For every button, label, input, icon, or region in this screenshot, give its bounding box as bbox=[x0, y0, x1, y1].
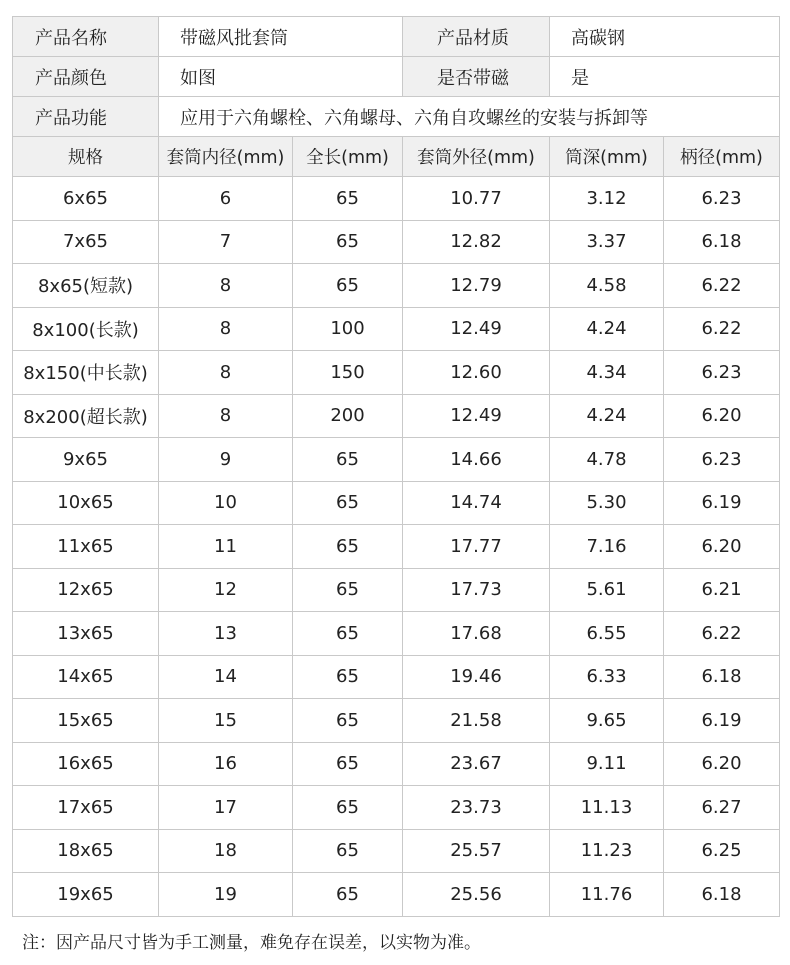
cell-outer-diameter: 12.60 bbox=[403, 351, 550, 395]
table-row bbox=[13, 699, 780, 743]
cell-socket-depth: 11.13 bbox=[550, 786, 664, 830]
table-row bbox=[13, 829, 780, 873]
cell-socket-depth: 4.34 bbox=[550, 351, 664, 395]
cell-inner-diameter: 14 bbox=[159, 655, 293, 699]
cell-socket-depth: 4.58 bbox=[550, 264, 664, 308]
cell-spec: 7x65 bbox=[13, 220, 159, 264]
table-row bbox=[13, 177, 780, 221]
cell-inner-diameter: 8 bbox=[159, 351, 293, 395]
cell-shank-diameter: 6.18 bbox=[664, 655, 780, 699]
cell-inner-diameter: 7 bbox=[159, 220, 293, 264]
cell-socket-depth: 3.12 bbox=[550, 177, 664, 221]
cell-outer-diameter: 14.66 bbox=[403, 438, 550, 482]
cell-spec: 8x150(中长款) bbox=[13, 351, 159, 395]
table-row bbox=[13, 307, 780, 351]
cell-shank-diameter: 6.20 bbox=[664, 742, 780, 786]
cell-total-length: 65 bbox=[293, 220, 403, 264]
magnetic-value: 是 bbox=[550, 57, 780, 97]
cell-total-length: 65 bbox=[293, 568, 403, 612]
cell-inner-diameter: 11 bbox=[159, 525, 293, 569]
magnetic-label: 是否带磁 bbox=[403, 57, 550, 97]
cell-socket-depth: 4.24 bbox=[550, 307, 664, 351]
table-row bbox=[13, 742, 780, 786]
cell-inner-diameter: 15 bbox=[159, 699, 293, 743]
cell-total-length: 65 bbox=[293, 525, 403, 569]
header-spec: 规格 bbox=[13, 137, 159, 177]
table-row bbox=[13, 655, 780, 699]
cell-spec: 14x65 bbox=[13, 655, 159, 699]
info-row-name bbox=[13, 17, 780, 57]
cell-shank-diameter: 6.18 bbox=[664, 220, 780, 264]
product-name-value: 带磁风批套筒 bbox=[159, 17, 403, 57]
cell-outer-diameter: 17.68 bbox=[403, 612, 550, 656]
cell-shank-diameter: 6.25 bbox=[664, 829, 780, 873]
cell-spec: 10x65 bbox=[13, 481, 159, 525]
product-color-value: 如图 bbox=[159, 57, 403, 97]
cell-total-length: 150 bbox=[293, 351, 403, 395]
cell-socket-depth: 11.76 bbox=[550, 873, 664, 917]
spec-table bbox=[12, 16, 780, 917]
table-row bbox=[13, 786, 780, 830]
cell-inner-diameter: 6 bbox=[159, 177, 293, 221]
cell-inner-diameter: 16 bbox=[159, 742, 293, 786]
cell-spec: 8x65(短款) bbox=[13, 264, 159, 308]
cell-socket-depth: 4.24 bbox=[550, 394, 664, 438]
cell-total-length: 65 bbox=[293, 873, 403, 917]
cell-spec: 8x100(长款) bbox=[13, 307, 159, 351]
cell-outer-diameter: 17.73 bbox=[403, 568, 550, 612]
cell-shank-diameter: 6.19 bbox=[664, 481, 780, 525]
cell-total-length: 65 bbox=[293, 786, 403, 830]
cell-shank-diameter: 6.18 bbox=[664, 873, 780, 917]
cell-inner-diameter: 10 bbox=[159, 481, 293, 525]
cell-spec: 6x65 bbox=[13, 177, 159, 221]
header-socket-depth: 筒深(mm) bbox=[550, 137, 664, 177]
cell-spec: 9x65 bbox=[13, 438, 159, 482]
cell-outer-diameter: 19.46 bbox=[403, 655, 550, 699]
header-outer-diameter: 套筒外径(mm) bbox=[403, 137, 550, 177]
table-row bbox=[13, 873, 780, 917]
cell-outer-diameter: 23.67 bbox=[403, 742, 550, 786]
cell-socket-depth: 9.11 bbox=[550, 742, 664, 786]
cell-outer-diameter: 12.49 bbox=[403, 394, 550, 438]
cell-socket-depth: 9.65 bbox=[550, 699, 664, 743]
cell-total-length: 100 bbox=[293, 307, 403, 351]
cell-shank-diameter: 6.22 bbox=[664, 307, 780, 351]
cell-shank-diameter: 6.20 bbox=[664, 394, 780, 438]
cell-total-length: 65 bbox=[293, 829, 403, 873]
cell-spec: 15x65 bbox=[13, 699, 159, 743]
cell-spec: 11x65 bbox=[13, 525, 159, 569]
cell-outer-diameter: 14.74 bbox=[403, 481, 550, 525]
cell-inner-diameter: 13 bbox=[159, 612, 293, 656]
cell-total-length: 65 bbox=[293, 699, 403, 743]
cell-total-length: 65 bbox=[293, 264, 403, 308]
cell-shank-diameter: 6.23 bbox=[664, 177, 780, 221]
cell-socket-depth: 3.37 bbox=[550, 220, 664, 264]
cell-socket-depth: 6.55 bbox=[550, 612, 664, 656]
table-row bbox=[13, 351, 780, 395]
info-row-color bbox=[13, 57, 780, 97]
table-row bbox=[13, 394, 780, 438]
table-row bbox=[13, 612, 780, 656]
cell-total-length: 65 bbox=[293, 612, 403, 656]
table-row bbox=[13, 481, 780, 525]
cell-inner-diameter: 19 bbox=[159, 873, 293, 917]
measurement-note: 注：因产品尺寸皆为手工测量，难免存在误差，以实物为准。 bbox=[22, 933, 481, 953]
header-inner-diameter: 套筒内径(mm) bbox=[159, 137, 293, 177]
cell-shank-diameter: 6.27 bbox=[664, 786, 780, 830]
cell-shank-diameter: 6.23 bbox=[664, 438, 780, 482]
cell-spec: 8x200(超长款) bbox=[13, 394, 159, 438]
cell-inner-diameter: 12 bbox=[159, 568, 293, 612]
cell-outer-diameter: 10.77 bbox=[403, 177, 550, 221]
table-row bbox=[13, 525, 780, 569]
cell-outer-diameter: 12.82 bbox=[403, 220, 550, 264]
product-material-value: 高碳钢 bbox=[550, 17, 780, 57]
cell-inner-diameter: 8 bbox=[159, 307, 293, 351]
product-spec-sheet bbox=[12, 16, 779, 917]
cell-total-length: 65 bbox=[293, 655, 403, 699]
cell-shank-diameter: 6.21 bbox=[664, 568, 780, 612]
cell-spec: 13x65 bbox=[13, 612, 159, 656]
cell-spec: 19x65 bbox=[13, 873, 159, 917]
cell-outer-diameter: 25.57 bbox=[403, 829, 550, 873]
table-row bbox=[13, 264, 780, 308]
cell-shank-diameter: 6.23 bbox=[664, 351, 780, 395]
cell-socket-depth: 5.30 bbox=[550, 481, 664, 525]
cell-inner-diameter: 8 bbox=[159, 394, 293, 438]
cell-spec: 18x65 bbox=[13, 829, 159, 873]
product-material-label: 产品材质 bbox=[403, 17, 550, 57]
cell-outer-diameter: 23.73 bbox=[403, 786, 550, 830]
cell-socket-depth: 6.33 bbox=[550, 655, 664, 699]
table-row bbox=[13, 220, 780, 264]
cell-inner-diameter: 17 bbox=[159, 786, 293, 830]
cell-inner-diameter: 8 bbox=[159, 264, 293, 308]
cell-socket-depth: 4.78 bbox=[550, 438, 664, 482]
info-row-function bbox=[13, 97, 780, 137]
header-shank-diameter: 柄径(mm) bbox=[664, 137, 780, 177]
cell-shank-diameter: 6.19 bbox=[664, 699, 780, 743]
cell-total-length: 200 bbox=[293, 394, 403, 438]
cell-spec: 12x65 bbox=[13, 568, 159, 612]
product-color-label: 产品颜色 bbox=[13, 57, 159, 97]
cell-spec: 17x65 bbox=[13, 786, 159, 830]
cell-total-length: 65 bbox=[293, 177, 403, 221]
cell-inner-diameter: 9 bbox=[159, 438, 293, 482]
cell-total-length: 65 bbox=[293, 742, 403, 786]
cell-socket-depth: 11.23 bbox=[550, 829, 664, 873]
column-header-row bbox=[13, 137, 780, 177]
table-row bbox=[13, 568, 780, 612]
cell-outer-diameter: 17.77 bbox=[403, 525, 550, 569]
cell-spec: 16x65 bbox=[13, 742, 159, 786]
cell-total-length: 65 bbox=[293, 481, 403, 525]
cell-inner-diameter: 18 bbox=[159, 829, 293, 873]
cell-socket-depth: 7.16 bbox=[550, 525, 664, 569]
cell-total-length: 65 bbox=[293, 438, 403, 482]
cell-outer-diameter: 25.56 bbox=[403, 873, 550, 917]
cell-outer-diameter: 12.49 bbox=[403, 307, 550, 351]
cell-outer-diameter: 12.79 bbox=[403, 264, 550, 308]
product-function-label: 产品功能 bbox=[13, 97, 159, 137]
product-function-value: 应用于六角螺栓、六角螺母、六角自攻螺丝的安装与拆卸等 bbox=[159, 97, 780, 137]
cell-shank-diameter: 6.22 bbox=[664, 612, 780, 656]
cell-shank-diameter: 6.20 bbox=[664, 525, 780, 569]
product-name-label: 产品名称 bbox=[13, 17, 159, 57]
table-row bbox=[13, 438, 780, 482]
header-total-length: 全长(mm) bbox=[293, 137, 403, 177]
cell-shank-diameter: 6.22 bbox=[664, 264, 780, 308]
cell-socket-depth: 5.61 bbox=[550, 568, 664, 612]
cell-outer-diameter: 21.58 bbox=[403, 699, 550, 743]
